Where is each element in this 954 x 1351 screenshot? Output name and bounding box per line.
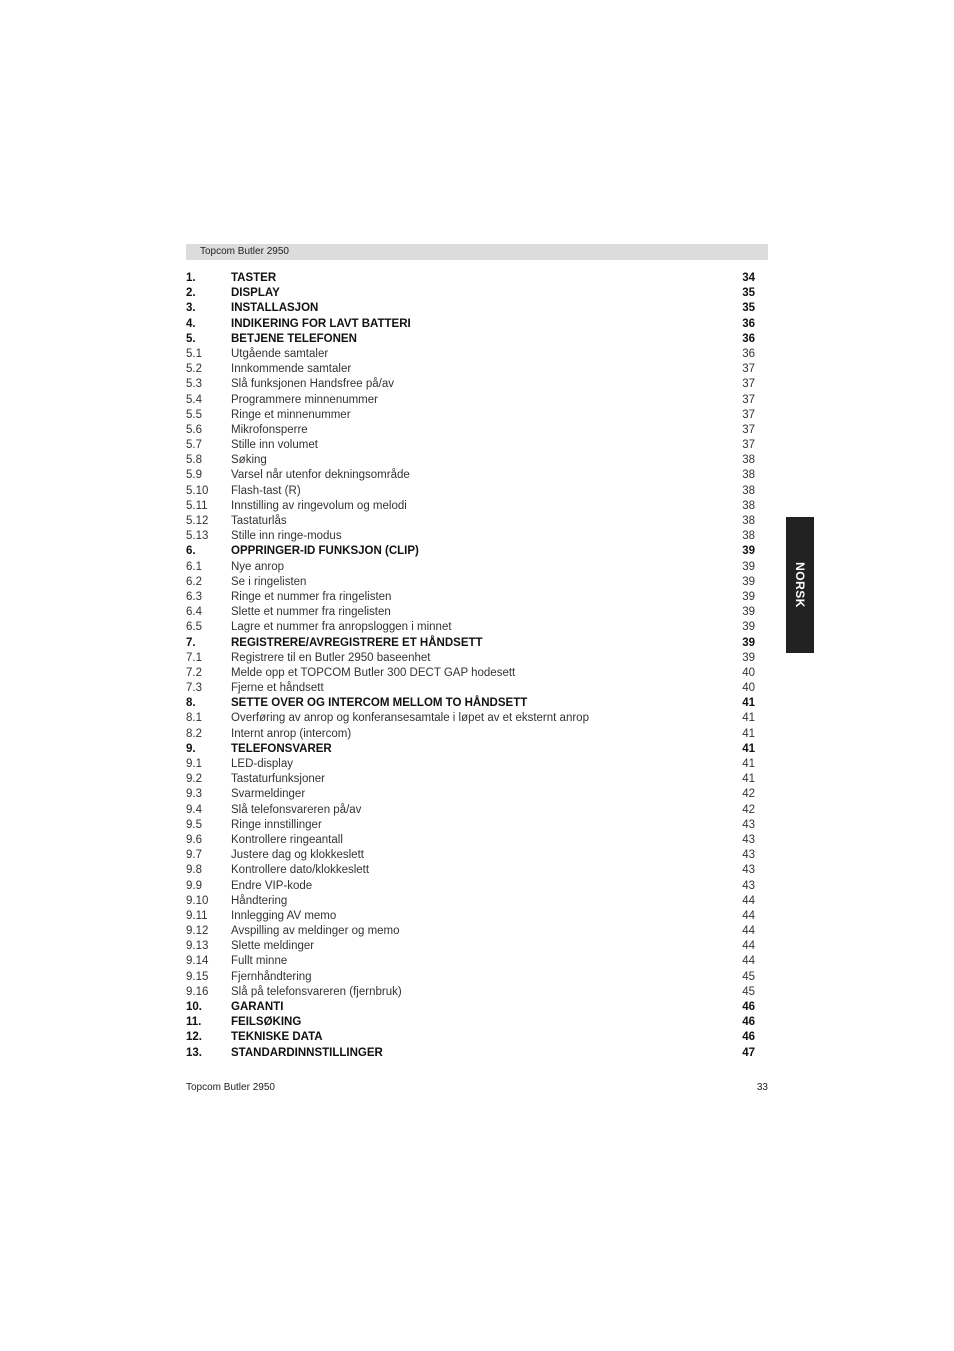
- toc-page-number: 36: [742, 332, 755, 345]
- toc-section-row[interactable]: [186, 909, 756, 924]
- toc-section-row[interactable]: [186, 894, 756, 909]
- toc-page-number: 36: [742, 347, 755, 360]
- header-bar: [186, 244, 768, 260]
- toc-title: Kontrollere dato/klokkeslett: [231, 864, 370, 877]
- toc-page-number: 41: [742, 758, 755, 770]
- toc-number: 5.5: [186, 408, 202, 421]
- toc-number: 8.: [186, 697, 196, 710]
- toc-page-number: 42: [742, 788, 755, 801]
- header-title: Topcom Butler 2950: [200, 246, 289, 257]
- toc-number: 5.2: [186, 363, 202, 376]
- toc-page-number: 39: [742, 560, 755, 573]
- toc-section-row[interactable]: [186, 468, 756, 483]
- toc-page-number: 38: [742, 515, 755, 527]
- toc-title: TASTER: [231, 272, 277, 284]
- toc-title: INDIKERING FOR LAVT BATTERI: [231, 317, 411, 330]
- toc-title: FEILSØKING: [231, 1016, 302, 1029]
- toc-number: 3.: [186, 302, 196, 315]
- toc-number: 7.: [186, 636, 196, 649]
- toc-page-number: 38: [742, 499, 755, 512]
- toc-page-number: 38: [742, 454, 755, 467]
- toc-section-row[interactable]: [186, 575, 756, 590]
- toc-page-number: 41: [742, 712, 755, 725]
- toc-number: 5.3: [186, 378, 202, 391]
- toc-number: 5.6: [186, 423, 202, 436]
- toc-title: BETJENE TELEFONEN: [231, 332, 357, 345]
- toc-section-row[interactable]: [186, 605, 756, 620]
- toc-number: 5.4: [186, 393, 202, 406]
- toc-number: 6.5: [186, 621, 202, 634]
- toc-section-row[interactable]: [186, 985, 756, 1000]
- toc-section-row[interactable]: [186, 939, 756, 954]
- toc-page-number: 41: [742, 773, 755, 786]
- toc-number: 5.10: [186, 484, 209, 497]
- toc-page-number: 35: [742, 302, 755, 315]
- toc-page-number: 43: [742, 833, 755, 846]
- toc-title: Slå telefonsvareren på/av: [231, 803, 362, 816]
- toc-page-number: 44: [742, 940, 755, 953]
- toc-title: Ringe innstillinger: [231, 818, 322, 831]
- toc-title: Søking: [231, 454, 267, 467]
- toc-title: Innstilling av ringevolum og melodi: [231, 499, 407, 512]
- toc-number: 5.8: [186, 454, 202, 467]
- toc-page-number: 37: [742, 408, 755, 421]
- toc-number: 9.16: [186, 985, 209, 998]
- toc-title: TELEFONSVARER: [231, 742, 332, 755]
- toc-title: Internt anrop (intercom): [231, 727, 352, 740]
- toc-page-number: 44: [742, 894, 755, 907]
- toc-title: SETTE OVER OG INTERCOM MELLOM TO HÅNDSETT: [231, 697, 528, 710]
- toc-page-number: 39: [742, 606, 755, 619]
- toc-section-row[interactable]: [186, 848, 756, 863]
- toc-number: 6.1: [186, 560, 202, 573]
- toc-number: 7.2: [186, 666, 202, 679]
- toc-section-row[interactable]: [186, 347, 756, 362]
- toc-page-number: 37: [742, 439, 755, 452]
- toc-title: Melde opp et TOPCOM Butler 300 DECT GAP hodesett: [231, 666, 516, 679]
- table-of-contents: [186, 271, 756, 1061]
- toc-chapter-row[interactable]: [186, 1000, 756, 1015]
- toc-title: REGISTRERE/AVREGISTRERE ET HÅNDSETT: [231, 636, 483, 649]
- toc-page-number: 38: [742, 530, 755, 543]
- toc-number: 9.8: [186, 864, 202, 877]
- toc-page-number: 37: [742, 423, 755, 436]
- toc-title: Utgående samtaler: [231, 347, 329, 360]
- toc-chapter-row[interactable]: [186, 696, 756, 711]
- toc-page-number: 45: [742, 970, 755, 983]
- toc-section-row[interactable]: [186, 833, 756, 848]
- toc-page-number: 39: [742, 651, 755, 664]
- toc-section-row[interactable]: [186, 377, 756, 392]
- toc-title: Ringe et minnenummer: [231, 408, 351, 421]
- toc-page-number: 37: [742, 393, 755, 406]
- toc-section-row[interactable]: [186, 727, 756, 742]
- toc-title: Tastaturfunksjoner: [231, 773, 325, 786]
- toc-number: 8.2: [186, 727, 202, 740]
- toc-title: Håndtering: [231, 894, 288, 907]
- toc-number: 6.2: [186, 575, 202, 588]
- toc-section-row[interactable]: [186, 484, 756, 499]
- toc-section-row[interactable]: [186, 863, 756, 878]
- toc-title: STANDARDINNSTILLINGER: [231, 1046, 383, 1059]
- toc-number: 7.3: [186, 682, 202, 695]
- language-tab-label: NORSK: [793, 562, 807, 608]
- toc-title: Varsel når utenfor dekningsområde: [231, 469, 410, 482]
- toc-number: 6.3: [186, 590, 202, 603]
- toc-chapter-row[interactable]: [186, 1046, 756, 1061]
- toc-number: 8.1: [186, 712, 202, 725]
- toc-page-number: 43: [742, 879, 755, 892]
- toc-section-row[interactable]: [186, 681, 756, 696]
- toc-page-number: 46: [742, 1016, 755, 1029]
- toc-number: 6.4: [186, 606, 202, 619]
- toc-page-number: 34: [742, 272, 755, 284]
- toc-title: Endre VIP-kode: [231, 879, 313, 892]
- toc-number: 9.: [186, 742, 196, 755]
- toc-title: Fjerne et håndsett: [231, 682, 324, 695]
- toc-section-row[interactable]: [186, 803, 756, 818]
- toc-section-row[interactable]: [186, 393, 756, 408]
- toc-section-row[interactable]: [186, 408, 756, 423]
- toc-number: 9.7: [186, 849, 202, 862]
- toc-title: Slette et nummer fra ringelisten: [231, 606, 391, 619]
- toc-title: Overføring av anrop og konferansesamtale i løpet av et eksternt anrop: [231, 712, 589, 725]
- toc-page-number: 42: [742, 803, 755, 816]
- toc-number: 7.1: [186, 651, 202, 664]
- toc-chapter-row[interactable]: [186, 317, 756, 332]
- toc-number: 9.12: [186, 925, 209, 938]
- toc-title: Tastaturlås: [231, 515, 287, 527]
- toc-number: 11.: [186, 1016, 202, 1029]
- toc-number: 9.1: [186, 758, 202, 770]
- toc-section-row[interactable]: [186, 620, 756, 635]
- toc-chapter-row[interactable]: [186, 636, 756, 651]
- toc-page-number: 39: [742, 590, 755, 603]
- toc-section-row[interactable]: [186, 529, 756, 544]
- toc-number: 5.9: [186, 469, 202, 482]
- toc-section-row[interactable]: [186, 818, 756, 833]
- toc-number: 5.7: [186, 439, 202, 452]
- toc-title: DISPLAY: [231, 287, 280, 300]
- toc-page-number: 45: [742, 985, 755, 998]
- toc-page-number: 35: [742, 287, 755, 300]
- toc-number: 1.: [186, 272, 196, 284]
- toc-section-row[interactable]: [186, 362, 756, 377]
- toc-page-number: 43: [742, 818, 755, 831]
- toc-section-row[interactable]: [186, 666, 756, 681]
- toc-title: Fjernhåndtering: [231, 970, 312, 983]
- toc-title: Slette meldinger: [231, 940, 315, 953]
- toc-title: Innlegging AV memo: [231, 909, 337, 922]
- toc-section-row[interactable]: [186, 772, 756, 787]
- toc-title: TEKNISKE DATA: [231, 1031, 323, 1044]
- toc-chapter-row[interactable]: [186, 271, 756, 286]
- toc-number: 5.13: [186, 530, 209, 543]
- toc-page-number: 36: [742, 317, 755, 330]
- toc-number: 9.6: [186, 833, 202, 846]
- toc-title: LED-display: [231, 758, 293, 770]
- footer-title: Topcom Butler 2950: [186, 1082, 275, 1093]
- toc-section-row[interactable]: [186, 453, 756, 468]
- toc-title: INSTALLASJON: [231, 302, 319, 315]
- toc-chapter-row[interactable]: [186, 544, 756, 559]
- toc-title: Avspilling av meldinger og memo: [231, 925, 400, 938]
- toc-page-number: 39: [742, 575, 755, 588]
- toc-number: 2.: [186, 287, 196, 300]
- toc-section-row[interactable]: [186, 954, 756, 969]
- toc-page-number: 43: [742, 864, 755, 877]
- toc-section-row[interactable]: [186, 711, 756, 726]
- toc-title: Se i ringelisten: [231, 575, 307, 588]
- toc-number: 4.: [186, 317, 196, 330]
- toc-section-row[interactable]: [186, 879, 756, 894]
- toc-page-number: 38: [742, 484, 755, 497]
- toc-title: Innkommende samtaler: [231, 363, 352, 376]
- toc-title: Lagre et nummer fra anropsloggen i minnet: [231, 621, 452, 634]
- toc-number: 9.13: [186, 940, 209, 953]
- toc-page-number: 37: [742, 363, 755, 376]
- toc-title: GARANTI: [231, 1001, 284, 1013]
- toc-title: Ringe et nummer fra ringelisten: [231, 590, 392, 603]
- toc-page-number: 39: [742, 636, 755, 649]
- toc-number: 12.: [186, 1031, 202, 1044]
- toc-title: Slå på telefonsvareren (fjernbruk): [231, 985, 402, 998]
- toc-page-number: 47: [742, 1046, 755, 1059]
- toc-section-row[interactable]: [186, 924, 756, 939]
- toc-chapter-row[interactable]: [186, 301, 756, 316]
- toc-title: Stille inn volumet: [231, 439, 318, 452]
- toc-chapter-row[interactable]: [186, 1015, 756, 1030]
- toc-section-row[interactable]: [186, 590, 756, 605]
- toc-section-row[interactable]: [186, 560, 756, 575]
- toc-title: Svarmeldinger: [231, 788, 306, 801]
- toc-number: 9.11: [186, 909, 208, 922]
- toc-number: 5.11: [186, 499, 208, 512]
- toc-number: 9.9: [186, 879, 202, 892]
- toc-number: 9.14: [186, 955, 209, 968]
- language-tab: [786, 517, 814, 653]
- toc-page-number: 38: [742, 469, 755, 482]
- toc-chapter-row[interactable]: [186, 1030, 756, 1045]
- toc-title: Justere dag og klokkeslett: [231, 849, 364, 862]
- toc-section-row[interactable]: [186, 757, 756, 772]
- toc-title: Fullt minne: [231, 955, 288, 968]
- footer-page-number: 33: [756, 1082, 768, 1093]
- toc-page-number: 39: [742, 621, 755, 634]
- toc-section-row[interactable]: [186, 423, 756, 438]
- toc-page-number: 44: [742, 955, 755, 968]
- toc-section-row[interactable]: [186, 787, 756, 802]
- toc-title: OPPRINGER-ID FUNKSJON (CLIP): [231, 545, 419, 558]
- toc-section-row[interactable]: [186, 970, 756, 985]
- toc-page-number: 39: [742, 545, 755, 558]
- toc-number: 9.4: [186, 803, 202, 816]
- toc-section-row[interactable]: [186, 438, 756, 453]
- toc-title: Kontrollere ringeantall: [231, 833, 343, 846]
- toc-page-number: 40: [742, 666, 755, 679]
- toc-title: Nye anrop: [231, 560, 285, 573]
- toc-title: Mikrofonsperre: [231, 423, 308, 436]
- toc-page-number: 43: [742, 849, 755, 862]
- toc-number: 9.10: [186, 894, 209, 907]
- toc-page-number: 46: [742, 1001, 755, 1013]
- toc-chapter-row[interactable]: [186, 286, 756, 301]
- toc-number: 9.15: [186, 970, 209, 983]
- toc-chapter-row[interactable]: [186, 332, 756, 347]
- toc-section-row[interactable]: [186, 499, 756, 514]
- toc-number: 9.3: [186, 788, 202, 801]
- toc-number: 9.2: [186, 773, 202, 786]
- toc-number: 5.1: [186, 347, 202, 360]
- toc-page-number: 41: [742, 742, 755, 755]
- toc-title: Slå funksjonen Handsfree på/av: [231, 378, 395, 391]
- toc-number: 5.: [186, 332, 196, 345]
- toc-title: Stille inn ringe-modus: [231, 530, 342, 543]
- toc-page-number: 44: [742, 925, 755, 938]
- toc-number: 5.12: [186, 515, 209, 527]
- toc-number: 13.: [186, 1046, 202, 1059]
- toc-chapter-row[interactable]: [186, 742, 756, 757]
- toc-number: 10.: [186, 1001, 202, 1013]
- toc-page-number: 37: [742, 378, 755, 391]
- toc-number: 6.: [186, 545, 196, 558]
- toc-page-number: 46: [742, 1031, 755, 1044]
- toc-title: Registrere til en Butler 2950 baseenhet: [231, 651, 431, 664]
- toc-section-row[interactable]: [186, 514, 756, 529]
- toc-page-number: 40: [742, 682, 755, 695]
- toc-page-number: 41: [742, 697, 755, 710]
- toc-page-number: 41: [742, 727, 755, 740]
- toc-number: 9.5: [186, 818, 202, 831]
- toc-title: Programmere minnenummer: [231, 393, 378, 406]
- toc-section-row[interactable]: [186, 651, 756, 666]
- toc-page-number: 44: [742, 909, 755, 922]
- toc-title: Flash-tast (R): [231, 484, 301, 497]
